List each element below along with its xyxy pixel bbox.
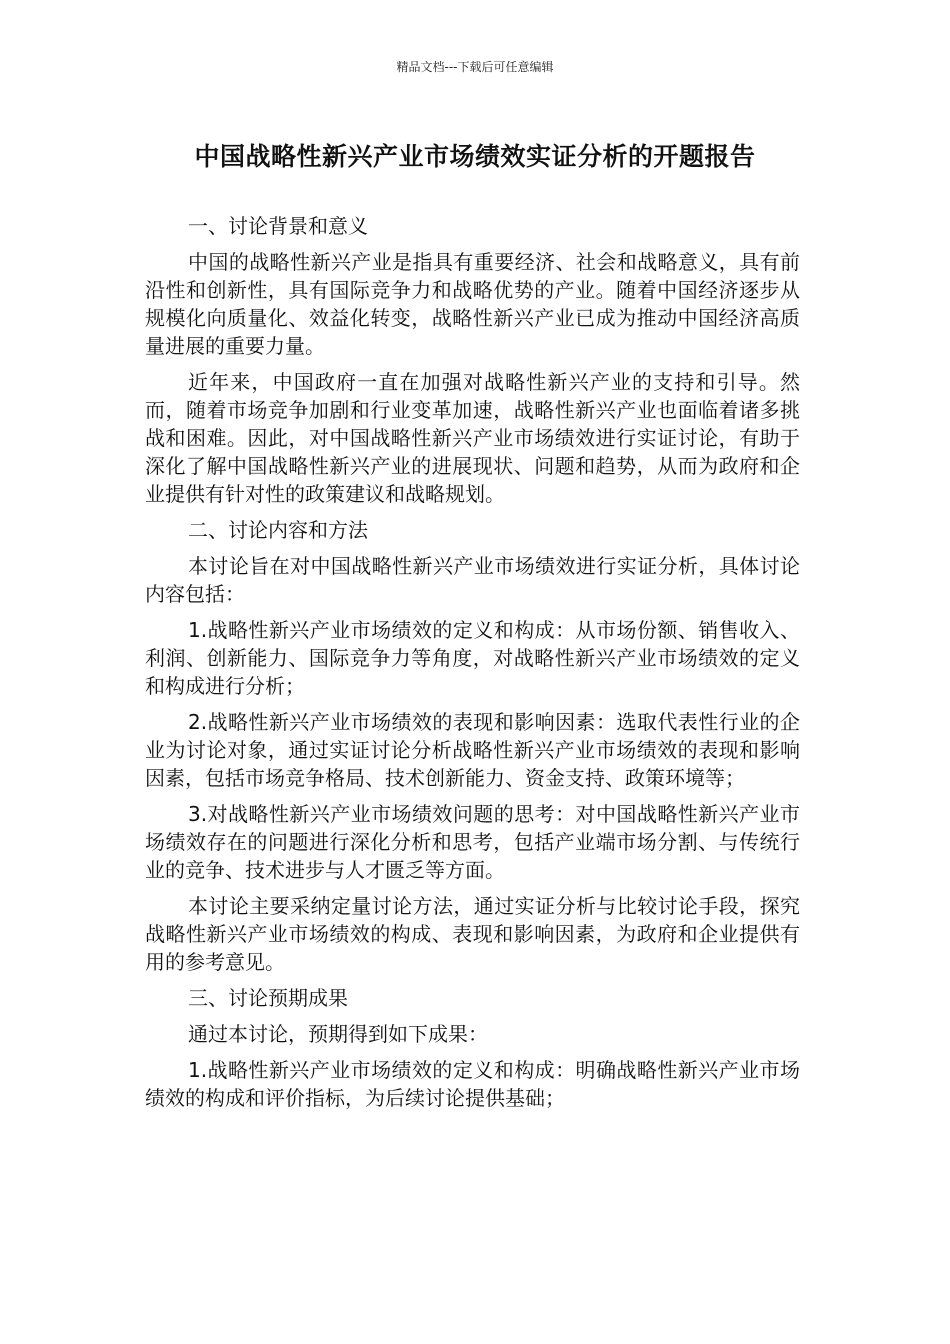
paragraph-content-intro: 本讨论旨在对中国战略性新兴产业市场绩效进行实证分析，具体讨论内容包括： xyxy=(145,554,800,606)
document-title: 中国战略性新兴产业市场绩效实证分析的开题报告 xyxy=(194,142,756,171)
header-note: 精品文档---下载后可任意编辑 xyxy=(396,60,554,74)
paragraph-background-1: 中国的战略性新兴产业是指具有重要经济、社会和战略意义，具有前沿性和创新性，具有国际竞争力和战略优势的产业。随着中国经济逐步从规模化向质量化、效益化转变，战略性新兴产业已成为推动中国经济高质量进展的重要力量。 xyxy=(145,250,800,358)
section-heading-content-methods: 二、讨论内容和方法 xyxy=(188,518,368,542)
document-body xyxy=(145,212,800,1120)
paragraph-results-intro: 通过本讨论，预期得到如下成果： xyxy=(188,1022,488,1046)
paragraph-content-item-3: 3.对战略性新兴产业市场绩效问题的思考：对中国战略性新兴产业市场绩效存在的问题进行深化分析和思考，包括产业端市场分割、与传统行业的竞争、技术进步与人才匮乏等方面。 xyxy=(145,802,800,882)
paragraph-results-item-1: 1.战略性新兴产业市场绩效的定义和构成：明确战略性新兴产业市场绩效的构成和评价指标，为后续讨论提供基础； xyxy=(145,1058,800,1110)
section-heading-expected-results: 三、讨论预期成果 xyxy=(188,986,348,1010)
paragraph-background-2: 近年来，中国政府一直在加强对战略性新兴产业的支持和引导。然而，随着市场竞争加剧和行业变革加速，战略性新兴产业也面临着诸多挑战和困难。因此，对中国战略性新兴产业市场绩效进行实证讨论，有助于深化了解中国战略性新兴产业的进展现状、问题和趋势，从而为政府和企业提供有针对性的政策建议和战略规划。 xyxy=(145,370,800,506)
paragraph-methods: 本讨论主要采纳定量讨论方法，通过实证分析与比较讨论手段，探究战略性新兴产业市场绩效的构成、表现和影响因素，为政府和企业提供有用的参考意见。 xyxy=(145,894,800,974)
paragraph-content-item-2: 2.战略性新兴产业市场绩效的表现和影响因素：选取代表性行业的企业为讨论对象，通过实证讨论分析战略性新兴产业市场绩效的表现和影响因素，包括市场竞争格局、技术创新能力、资金支持、政策环境等； xyxy=(145,710,800,790)
section-heading-background: 一、讨论背景和意义 xyxy=(188,214,368,238)
paragraph-content-item-1: 1.战略性新兴产业市场绩效的定义和构成：从市场份额、销售收入、利润、创新能力、国际竞争力等角度，对战略性新兴产业市场绩效的定义和构成进行分析； xyxy=(145,618,800,698)
